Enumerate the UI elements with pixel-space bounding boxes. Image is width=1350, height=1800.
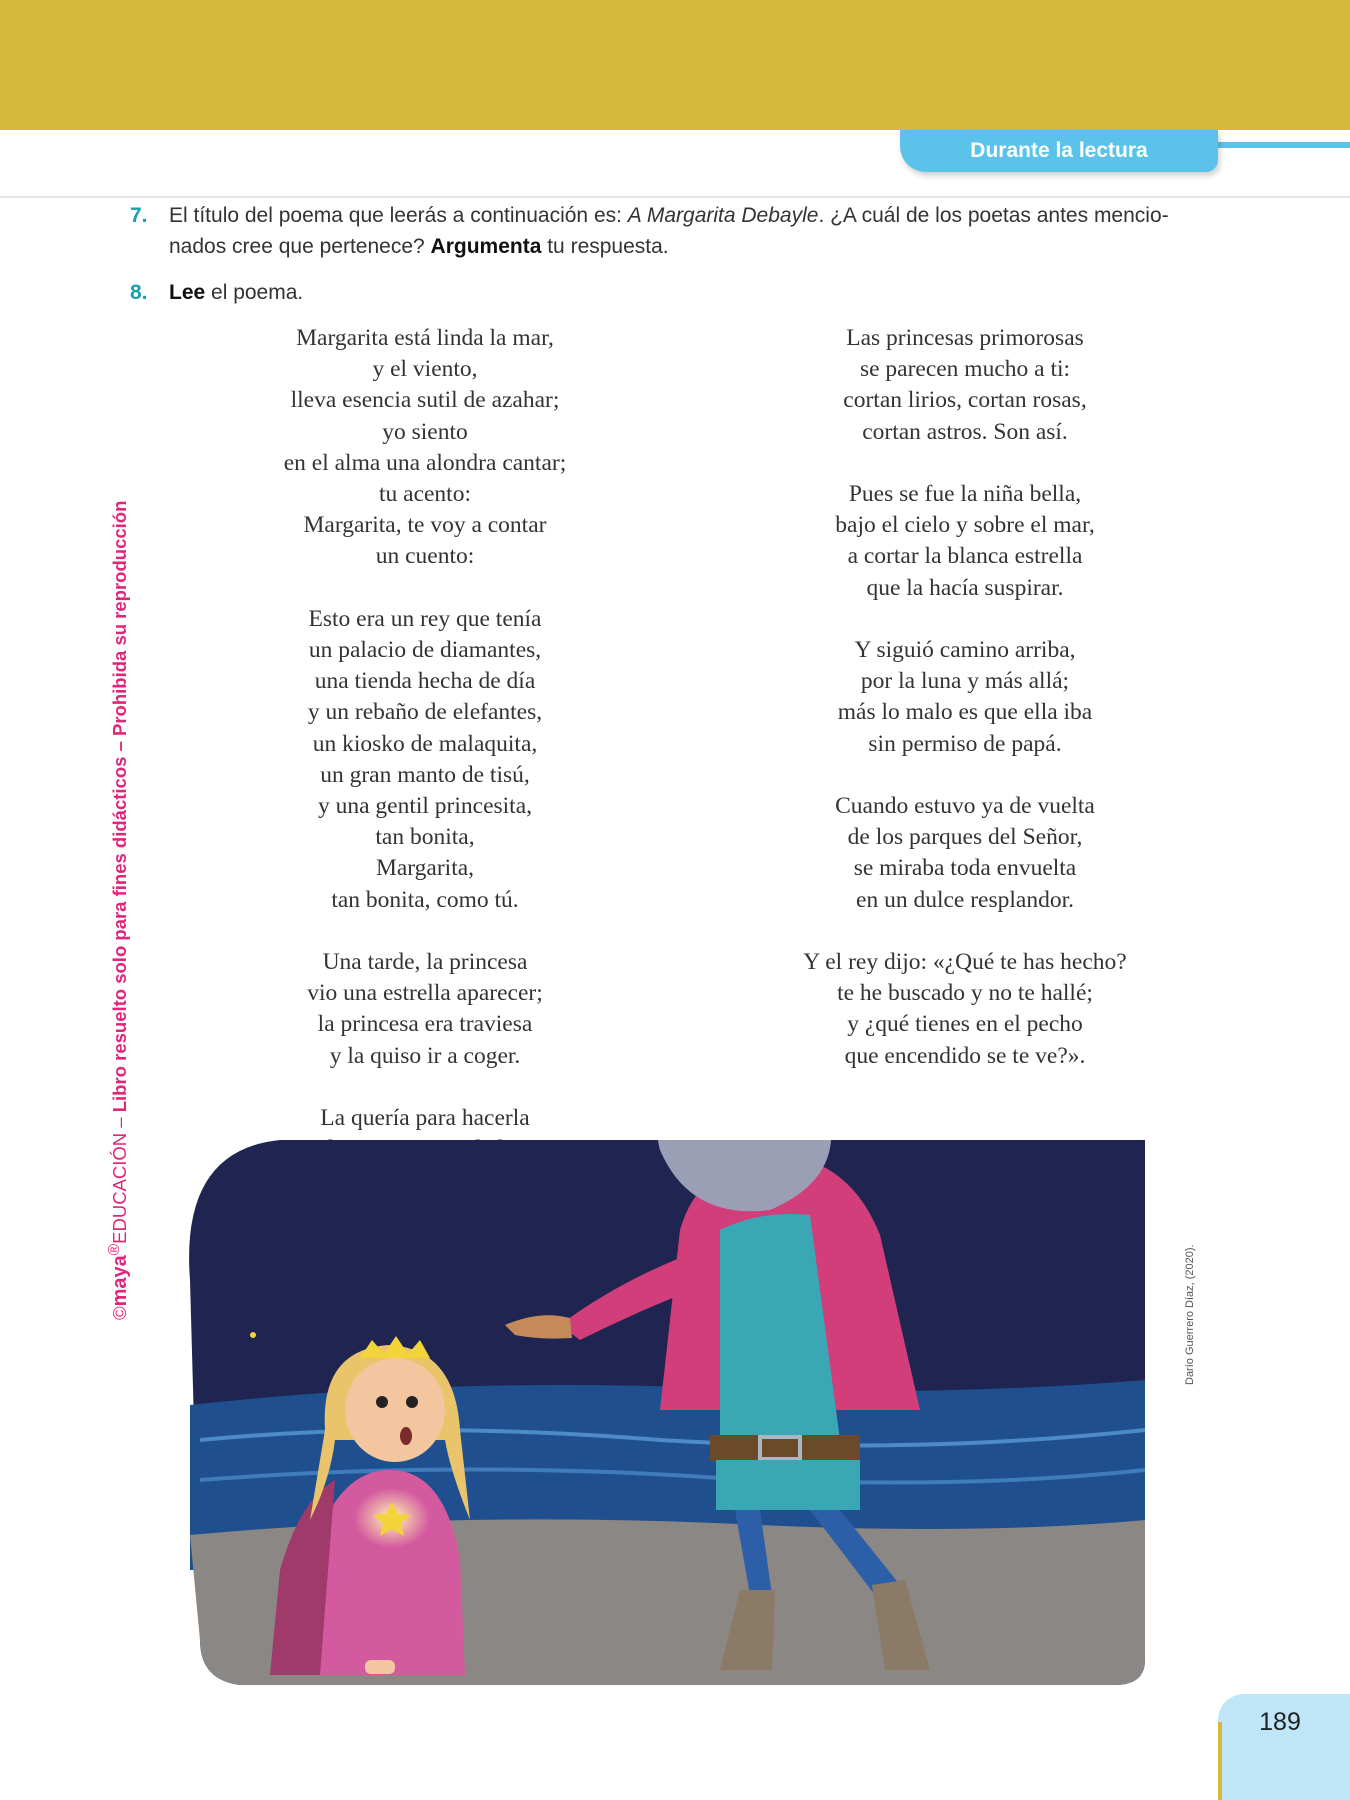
poem-line: Margarita está linda la mar, bbox=[296, 325, 554, 351]
poem-stanza bbox=[205, 323, 645, 573]
poem-line: en un dulce resplandor. bbox=[856, 886, 1074, 913]
poem-line: Margarita, te voy a contar bbox=[303, 512, 547, 539]
poem-line: Pues se fue la niña bella, bbox=[848, 481, 1082, 507]
poem-line: cortan lirios, cortan rosas, bbox=[843, 387, 1087, 414]
question-number: 8. bbox=[130, 281, 148, 304]
question-text: . ¿A cuál de los poetas antes mencio- bbox=[818, 204, 1169, 227]
poem-line: en el alma una alondra cantar; bbox=[283, 449, 567, 476]
poem-stanza bbox=[205, 604, 645, 916]
poem-line: que la hacía suspirar. bbox=[866, 574, 1064, 601]
poem-line: un kiosko de malaquita, bbox=[312, 730, 538, 757]
section-tab-label: Durante la lectura bbox=[970, 139, 1148, 162]
question-text: tu respuesta. bbox=[541, 235, 669, 258]
page-tab-accent bbox=[1218, 1722, 1222, 1800]
brand-name: EDUCACIÓN – bbox=[109, 1112, 131, 1244]
poem-line: Y siguió camino arriba, bbox=[854, 637, 1076, 663]
poem-line: la princesa era traviesa bbox=[317, 1011, 533, 1038]
poem-line: que encendido se te ve?». bbox=[844, 1042, 1086, 1069]
page-number: 189 bbox=[1259, 1708, 1301, 1736]
question-text: El título del poema que leerás a continuación es: bbox=[169, 204, 628, 227]
poem-line: Una tarde, la princesa bbox=[322, 949, 528, 976]
poem-line: Las princesas primorosas bbox=[846, 325, 1084, 351]
poem-line: La quería para hacerla bbox=[320, 1105, 530, 1132]
poem-illustration bbox=[160, 1140, 1160, 1700]
king-tunic-skirt bbox=[716, 1460, 860, 1510]
poem-stanza bbox=[745, 479, 1185, 604]
poem-line: tu acento: bbox=[378, 481, 471, 508]
poem-line: sin permiso de papá. bbox=[868, 730, 1062, 757]
princess-mouth bbox=[400, 1427, 412, 1445]
section-tab bbox=[900, 130, 1218, 172]
poem-line: y un rebaño de elefantes, bbox=[307, 699, 543, 726]
question-text: nados cree que pertenece? bbox=[169, 235, 431, 258]
poem-line: un cuento: bbox=[375, 543, 475, 570]
princess-eye bbox=[376, 1396, 388, 1408]
poem-line: bajo el cielo y sobre el mar, bbox=[835, 512, 1095, 539]
poem-line: lleva esencia sutil de azahar; bbox=[290, 387, 560, 414]
question-keyword: Argumenta bbox=[430, 235, 542, 258]
poem-stanza bbox=[745, 947, 1185, 1072]
registered-mark: ® bbox=[106, 1243, 123, 1256]
poem-line: Esto era un rey que tenía bbox=[308, 605, 542, 632]
poem-column-left bbox=[205, 323, 645, 1259]
poem-line: un palacio de diamantes, bbox=[308, 637, 542, 664]
poem-line: tan bonita, bbox=[375, 824, 475, 851]
poem-line: yo siento bbox=[382, 418, 468, 445]
rights-notice: Libro resuelto solo para fines didácticos – Prohibida su reproducción bbox=[109, 500, 131, 1113]
poem-line: y una gentil princesita, bbox=[317, 793, 533, 820]
poem-line: Y el rey dijo: «¿Qué te has hecho? bbox=[803, 949, 1127, 975]
poem-line: una tienda hecha de día bbox=[314, 668, 536, 695]
star-icon bbox=[250, 1332, 256, 1338]
poem-line: Cuando estuvo ya de vuelta bbox=[835, 793, 1095, 819]
poem-stanza bbox=[745, 635, 1185, 760]
poem-line: a cortar la blanca estrella bbox=[847, 543, 1083, 570]
princess-eye bbox=[406, 1396, 418, 1408]
poem-line: y el viento, bbox=[372, 356, 478, 383]
poem-title-reference: A Margarita Debayle bbox=[627, 204, 819, 227]
maya-logo: maya bbox=[109, 1255, 132, 1307]
poem-line: por la luna y más allá; bbox=[860, 668, 1070, 695]
poem-line: y ¿qué tienes en el pecho bbox=[847, 1011, 1083, 1038]
poem-line: se parecen mucho a ti: bbox=[859, 356, 1071, 383]
poem-line: de los parques del Señor, bbox=[847, 824, 1083, 851]
question-number: 7. bbox=[130, 204, 148, 227]
header-band bbox=[0, 0, 1350, 130]
poem-line: cortan astros. Son así. bbox=[862, 418, 1068, 445]
side-copyright-notice bbox=[106, 501, 132, 1320]
poem-line: un gran manto de tisú, bbox=[320, 761, 530, 788]
poem-column-right bbox=[745, 323, 1185, 1103]
night-scene bbox=[189, 1140, 1145, 1685]
poem-stanza bbox=[205, 947, 645, 1072]
poem-stanza bbox=[745, 323, 1185, 448]
question-keyword: Lee bbox=[169, 281, 206, 304]
illustration-credit: Darío Guerrero Díaz, (2020). bbox=[1184, 1244, 1196, 1385]
poem-line: se miraba toda envuelta bbox=[853, 855, 1077, 882]
poem-stanza bbox=[745, 791, 1185, 916]
poem-line: Margarita, bbox=[375, 855, 475, 882]
question-8 bbox=[130, 277, 1240, 308]
princess-face bbox=[345, 1358, 445, 1462]
poem-line: más lo malo es que ella iba bbox=[837, 699, 1093, 726]
poem-line: y la quiso ir a coger. bbox=[329, 1042, 521, 1069]
poem-line: vio una estrella aparecer; bbox=[307, 980, 543, 1007]
princess-foot bbox=[365, 1660, 395, 1674]
header-divider bbox=[0, 196, 1350, 198]
copyright-symbol: © bbox=[109, 1306, 131, 1320]
question-7 bbox=[130, 200, 1240, 262]
question-text: el poema. bbox=[205, 281, 304, 304]
poem-line: tan bonita, como tú. bbox=[331, 886, 519, 913]
poem-line: te he buscado y no te hallé; bbox=[837, 980, 1093, 1007]
section-tab-tail bbox=[1210, 142, 1350, 148]
